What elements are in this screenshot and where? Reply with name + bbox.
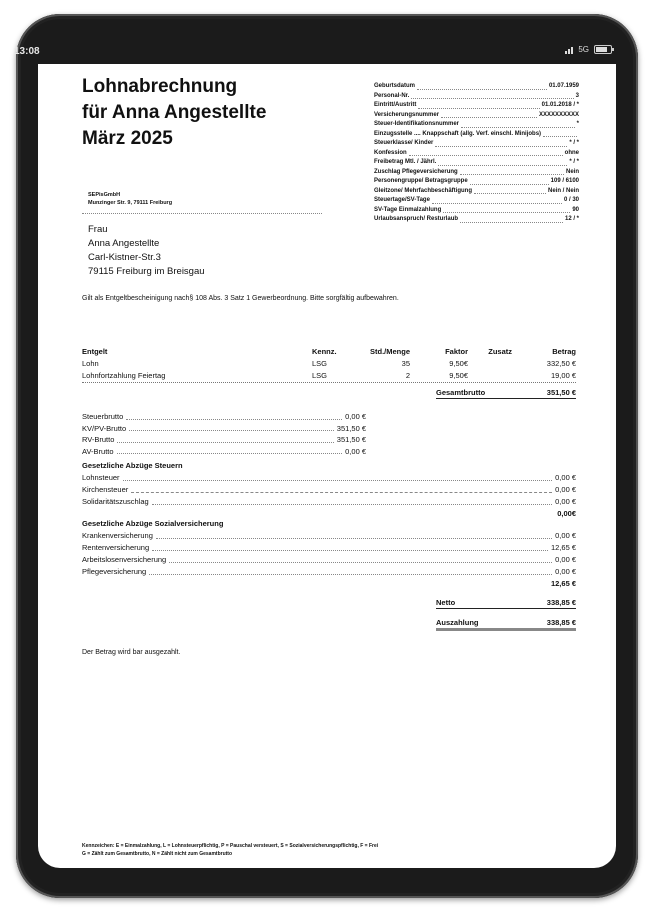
social-sum: 12,65 € (550, 579, 576, 588)
table-divider (82, 382, 576, 383)
info-row: Gleitzone/ Mehrfachbeschäftigung Nein / Nein (374, 187, 579, 194)
info-row: Freibetrag Mtl. / Jährl. * / * (374, 159, 579, 165)
employee-info-box (374, 82, 579, 225)
earnings-table (82, 345, 576, 383)
social-deductions: Gesetzliche Abzüge Sozialversicherung Krankenversicherung 0,00 € Rentenversicherung 12,65 € Arbeitslosenversicherung 0,00 € Pflegeversicherung 0,00 € 12,65 € (82, 519, 576, 588)
info-row: Versicherungsnummer XXXXXXXXXX (374, 111, 579, 118)
info-row: Urlaubsanspruch/ Resturlaub 12 / * (374, 216, 579, 222)
battery-icon (594, 45, 612, 54)
recipient-address: Frau Anna Angestellte Carl-Kistner-Str.3 79115 Freiburg im Breisgau (88, 224, 205, 277)
net-underline (436, 608, 576, 609)
info-row: Steuertage/SV-Tage 0 / 30 (374, 197, 579, 203)
list-item: Pflegeversicherung 0,00 € (82, 567, 576, 576)
status-time: 13:08 (14, 46, 40, 57)
list-item: Krankenversicherung 0,00 € (82, 531, 576, 540)
info-row: Geburtsdatum 01.07.1959 (374, 83, 579, 89)
info-row: Steuer-Identifikationsnummer * (374, 121, 579, 127)
signal-icon (565, 46, 573, 54)
info-row: Konfession ohne (374, 149, 579, 156)
status-indicators (565, 45, 612, 54)
network-label: 5G (578, 45, 589, 54)
info-row: Zuschlag Pflegeversicherung Nein (374, 168, 579, 175)
list-item: RV-Brutto 351,50 € (82, 435, 366, 444)
table-header: Entgelt Kennz. Std./Menge Faktor Zusatz Betrag (82, 346, 576, 356)
list-item: KV/PV-Brutto 351,50 € (82, 423, 366, 433)
list-item: Rentenversicherung 12,65 € (82, 543, 576, 552)
list-item: Arbeitslosenversicherung 0,00 € (82, 555, 576, 564)
footer-legend: Kennzeichen: E = Einmalzahlung, L = Lohnsteuerpflichtig, P = Pauschal versteuert, S = Sozialversicherungspflichtig, F = Frei G = Zählt zum Gesamtbrutto, N = Zählt nicht zum Gesamtbrutto (82, 843, 379, 857)
intro-note: Gilt als Entgeltbescheinigung nach§ 108 Abs. 3 Satz 1 Gewerbeordnung. Bitte sorgfältig aufbewahren. (82, 295, 399, 302)
list-item: Steuerbrutto 0,00 € (82, 412, 366, 421)
info-row: Einzugsstelle .... Knappschaft (allg. Verf. einschl. Minijobs) (374, 130, 579, 140)
info-row: SV-Tage Einmalzahlung 90 (374, 206, 579, 213)
gross-breakdown (82, 411, 366, 457)
net-amount: Netto 338,85 € (436, 598, 576, 607)
list-item: Kirchensteuer 0,00 € (82, 485, 576, 494)
list-item: Solidaritätszuschlag 0,00 € (82, 497, 576, 506)
tax-deductions: Gesetzliche Abzüge Steuern Lohnsteuer 0,00 € Kirchensteuer 0,00 € Solidaritätszuschlag 0,00 € 0,00€ (82, 461, 576, 518)
info-row: Personal-Nr. 3 (374, 92, 579, 99)
list-item: Lohnsteuer 0,00 € (82, 473, 576, 482)
payment-note: Der Betrag wird bar ausgezahlt. (82, 649, 181, 656)
info-row: Eintritt/Austritt 01.01.2018 / * (374, 102, 579, 108)
sender-address: SEPisGmbH Munzinger Str. 9, 79111 Freiburg (88, 192, 173, 206)
list-item: AV-Brutto 0,00 € (82, 446, 366, 456)
table-row: Lohnfortzahlung Feiertag LSG 2 9,50€ 19,00 € (82, 370, 576, 380)
payout-amount: Auszahlung 338,85 € (436, 618, 576, 627)
info-row: Steuerklasse/ Kinder * / * (374, 140, 579, 146)
payslip-document (38, 64, 616, 868)
page-title: Lohnabrechnung für Anna Angestellte März 2025 (82, 76, 267, 149)
document-screen[interactable] (38, 64, 616, 868)
info-row: Personengruppe/ Betragsgruppe 109 / 6100 (374, 178, 579, 184)
gross-total: Gesamtbrutto 351,50 € (436, 388, 576, 397)
table-row: Lohn LSG 35 9,50€ 332,50 € (82, 358, 576, 368)
sender-divider (82, 213, 322, 214)
payout-underline (436, 628, 576, 631)
tax-sum: 0,00€ (557, 509, 576, 518)
